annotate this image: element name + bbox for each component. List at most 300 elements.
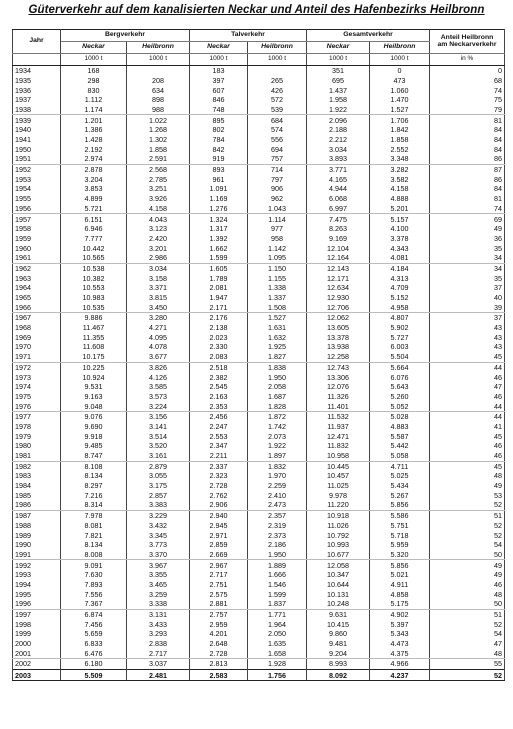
cell-gesamt-neckar: 11.025 — [307, 481, 370, 491]
cell-gesamt-neckar: 9.860 — [307, 629, 370, 639]
cell-berg-heilbronn: 3.123 — [127, 224, 190, 234]
cell-tal-heilbronn: 1.527 — [248, 313, 307, 323]
table-row — [13, 412, 505, 422]
cell-tal-heilbronn: 265 — [248, 76, 307, 86]
cell-gesamt-heilbronn: 6.076 — [370, 372, 430, 382]
cell-gesamt-heilbronn: 1.060 — [370, 85, 430, 95]
table-row — [13, 76, 505, 86]
table-body — [13, 66, 505, 681]
cell-berg-heilbronn: 3.585 — [127, 382, 190, 392]
cell-anteil: 52 — [430, 669, 505, 681]
cell-gesamt-neckar: 10.644 — [307, 580, 370, 590]
cell-tal-heilbronn: 2.373 — [248, 530, 307, 540]
table-row — [13, 66, 505, 76]
cell-anteil: 74 — [430, 204, 505, 214]
table-row — [13, 669, 505, 681]
cell-berg-heilbronn: 3.161 — [127, 451, 190, 461]
table-row — [13, 333, 505, 343]
cell-year: 1955 — [13, 194, 61, 204]
table-row — [13, 589, 505, 599]
cell-berg-neckar: 10.538 — [61, 263, 127, 273]
cell-tal-neckar: 1.276 — [190, 204, 248, 214]
cell-tal-heilbronn: 1.827 — [248, 352, 307, 362]
cell-berg-heilbronn: 634 — [127, 85, 190, 95]
cell-year: 1986 — [13, 500, 61, 510]
table-row — [13, 481, 505, 491]
cell-berg-neckar: 8.008 — [61, 550, 127, 560]
cell-anteil: 46 — [430, 392, 505, 402]
cell-berg-heilbronn: 3.131 — [127, 609, 190, 619]
cell-anteil: 69 — [430, 214, 505, 224]
cell-berg-heilbronn: 3.055 — [127, 471, 190, 481]
cell-berg-heilbronn: 2.717 — [127, 649, 190, 659]
cell-year: 1981 — [13, 451, 61, 461]
subheader-berg-heilbronn: Heilbronn — [127, 42, 190, 54]
cell-tal-neckar: 1.947 — [190, 293, 248, 303]
cell-gesamt-heilbronn: 4.711 — [370, 461, 430, 471]
cell-tal-heilbronn: 556 — [248, 135, 307, 145]
table-row — [13, 243, 505, 253]
cell-anteil: 52 — [430, 530, 505, 540]
cell-year: 1978 — [13, 422, 61, 432]
cell-gesamt-neckar: 7.475 — [307, 214, 370, 224]
cell-tal-neckar: 2.323 — [190, 471, 248, 481]
table-row — [13, 194, 505, 204]
cell-gesamt-heilbronn: 5.586 — [370, 510, 430, 520]
cell-year: 1959 — [13, 234, 61, 244]
cell-year: 1980 — [13, 441, 61, 451]
cell-anteil: 84 — [430, 184, 505, 194]
cell-anteil: 36 — [430, 234, 505, 244]
cell-tal-heilbronn: 1.838 — [248, 362, 307, 372]
cell-tal-neckar: 2.648 — [190, 639, 248, 649]
cell-gesamt-neckar: 11.401 — [307, 401, 370, 411]
cell-berg-neckar: 7.367 — [61, 599, 127, 609]
cell-berg-neckar: 7.456 — [61, 620, 127, 630]
cell-year: 1963 — [13, 273, 61, 283]
cell-gesamt-neckar: 10.918 — [307, 510, 370, 520]
table-row — [13, 164, 505, 174]
cell-tal-heilbronn: 1.970 — [248, 471, 307, 481]
table-row — [13, 422, 505, 432]
cell-gesamt-heilbronn: 5.157 — [370, 214, 430, 224]
cell-anteil: 84 — [430, 125, 505, 135]
cell-berg-neckar: 6.833 — [61, 639, 127, 649]
table-row — [13, 85, 505, 95]
cell-year: 1979 — [13, 431, 61, 441]
cell-year: 1972 — [13, 362, 61, 372]
cell-berg-neckar: 10.535 — [61, 303, 127, 313]
cell-gesamt-neckar: 1.922 — [307, 105, 370, 115]
cell-year: 1991 — [13, 550, 61, 560]
cell-berg-heilbronn: 3.520 — [127, 441, 190, 451]
cell-berg-heilbronn: 3.433 — [127, 620, 190, 630]
cell-gesamt-neckar: 11.532 — [307, 412, 370, 422]
cell-tal-neckar: 842 — [190, 145, 248, 155]
cell-anteil: 79 — [430, 105, 505, 115]
cell-gesamt-neckar: 12.471 — [307, 431, 370, 441]
cell-year: 1973 — [13, 372, 61, 382]
cell-berg-heilbronn: 898 — [127, 95, 190, 105]
cell-gesamt-neckar: 2.188 — [307, 125, 370, 135]
table-row — [13, 342, 505, 352]
cell-gesamt-neckar: 2.212 — [307, 135, 370, 145]
cell-tal-heilbronn: 684 — [248, 115, 307, 125]
unit-jahr — [13, 54, 61, 66]
cell-gesamt-neckar: 1.437 — [307, 85, 370, 95]
cell-tal-heilbronn: 1.742 — [248, 422, 307, 432]
cell-gesamt-neckar: 8.993 — [307, 659, 370, 670]
cell-gesamt-heilbronn: 5.175 — [370, 599, 430, 609]
cell-anteil: 46 — [430, 580, 505, 590]
cell-gesamt-heilbronn: 5.201 — [370, 204, 430, 214]
cell-tal-heilbronn: 797 — [248, 175, 307, 185]
cell-tal-heilbronn: 2.259 — [248, 481, 307, 491]
cell-berg-heilbronn: 3.158 — [127, 273, 190, 283]
cell-gesamt-heilbronn: 5.025 — [370, 471, 430, 481]
cell-gesamt-neckar: 11.832 — [307, 441, 370, 451]
table-row — [13, 175, 505, 185]
cell-gesamt-heilbronn: 4.081 — [370, 253, 430, 263]
cell-gesamt-heilbronn: 1.842 — [370, 125, 430, 135]
table-row — [13, 609, 505, 619]
cell-gesamt-neckar: 13.378 — [307, 333, 370, 343]
cell-year: 1961 — [13, 253, 61, 263]
cell-year: 1935 — [13, 76, 61, 86]
cell-gesamt-heilbronn: 5.587 — [370, 431, 430, 441]
cell-gesamt-neckar: 10.958 — [307, 451, 370, 461]
cell-berg-heilbronn: 2.568 — [127, 164, 190, 174]
cell-berg-heilbronn: 1.268 — [127, 125, 190, 135]
cell-berg-heilbronn: 3.175 — [127, 481, 190, 491]
cell-berg-heilbronn: 3.280 — [127, 313, 190, 323]
table-row — [13, 500, 505, 510]
cell-berg-heilbronn: 3.156 — [127, 412, 190, 422]
cell-gesamt-heilbronn: 5.028 — [370, 412, 430, 422]
cell-gesamt-heilbronn: 6.003 — [370, 342, 430, 352]
table-row — [13, 620, 505, 630]
table-row — [13, 510, 505, 520]
cell-berg-neckar: 9.048 — [61, 401, 127, 411]
cell-gesamt-heilbronn: 5.320 — [370, 550, 430, 560]
cell-tal-neckar: 2.945 — [190, 521, 248, 531]
table-row — [13, 461, 505, 471]
cell-gesamt-heilbronn: 4.375 — [370, 649, 430, 659]
cell-gesamt-heilbronn: 4.911 — [370, 580, 430, 590]
table-row — [13, 105, 505, 115]
cell-year: 1950 — [13, 145, 61, 155]
cell-tal-heilbronn: 1.950 — [248, 550, 307, 560]
cell-tal-neckar: 397 — [190, 76, 248, 86]
cell-tal-heilbronn: 1.632 — [248, 333, 307, 343]
cell-berg-heilbronn: 3.383 — [127, 500, 190, 510]
cell-year: 1990 — [13, 540, 61, 550]
cell-tal-heilbronn: 714 — [248, 164, 307, 174]
cell-berg-neckar: 10.442 — [61, 243, 127, 253]
cell-gesamt-heilbronn: 473 — [370, 76, 430, 86]
cell-anteil: 54 — [430, 629, 505, 639]
cell-gesamt-heilbronn: 1.470 — [370, 95, 430, 105]
cell-gesamt-neckar: 1.958 — [307, 95, 370, 105]
cell-berg-heilbronn: 4.078 — [127, 342, 190, 352]
header-talverkehr: Talverkehr — [190, 30, 307, 42]
cell-tal-heilbronn: 1.666 — [248, 570, 307, 580]
cell-gesamt-heilbronn: 1.527 — [370, 105, 430, 115]
cell-berg-neckar: 168 — [61, 66, 127, 76]
cell-gesamt-heilbronn: 4.100 — [370, 224, 430, 234]
cell-tal-neckar: 2.762 — [190, 491, 248, 501]
cell-gesamt-neckar: 13.605 — [307, 323, 370, 333]
cell-anteil: 53 — [430, 491, 505, 501]
cell-tal-neckar: 919 — [190, 154, 248, 164]
freight-table — [12, 29, 505, 681]
cell-gesamt-neckar: 10.445 — [307, 461, 370, 471]
cell-berg-neckar: 1.174 — [61, 105, 127, 115]
cell-tal-heilbronn: 1.832 — [248, 461, 307, 471]
table-row — [13, 659, 505, 670]
cell-tal-heilbronn: 906 — [248, 184, 307, 194]
cell-berg-neckar: 9.531 — [61, 382, 127, 392]
cell-tal-heilbronn: 1.114 — [248, 214, 307, 224]
cell-year: 1971 — [13, 352, 61, 362]
table-row — [13, 253, 505, 263]
cell-year: 1977 — [13, 412, 61, 422]
cell-tal-neckar: 2.967 — [190, 560, 248, 570]
table-row — [13, 323, 505, 333]
cell-berg-neckar: 8.134 — [61, 471, 127, 481]
cell-year: 1995 — [13, 589, 61, 599]
cell-tal-heilbronn: 977 — [248, 224, 307, 234]
unit-gesamt-heilbronn: 1000 t — [370, 54, 430, 66]
table-row — [13, 441, 505, 451]
cell-tal-neckar: 2.859 — [190, 540, 248, 550]
cell-anteil: 49 — [430, 224, 505, 234]
cell-tal-heilbronn — [248, 66, 307, 76]
cell-berg-heilbronn: 2.481 — [127, 669, 190, 681]
subheader-tal-heilbronn: Heilbronn — [248, 42, 307, 54]
cell-berg-neckar: 5.721 — [61, 204, 127, 214]
cell-gesamt-neckar: 10.677 — [307, 550, 370, 560]
cell-berg-neckar: 8.314 — [61, 500, 127, 510]
cell-year: 1936 — [13, 85, 61, 95]
cell-year: 1969 — [13, 333, 61, 343]
cell-year: 1968 — [13, 323, 61, 333]
table-row — [13, 639, 505, 649]
cell-anteil: 49 — [430, 570, 505, 580]
cell-berg-heilbronn: 1.302 — [127, 135, 190, 145]
cell-tal-neckar: 2.728 — [190, 649, 248, 659]
cell-year: 1965 — [13, 293, 61, 303]
cell-tal-neckar: 2.959 — [190, 620, 248, 630]
cell-tal-heilbronn: 2.073 — [248, 431, 307, 441]
table-row — [13, 540, 505, 550]
cell-anteil: 84 — [430, 145, 505, 155]
cell-berg-neckar: 830 — [61, 85, 127, 95]
cell-anteil: 50 — [430, 599, 505, 609]
cell-year: 1988 — [13, 521, 61, 531]
cell-gesamt-heilbronn: 3.282 — [370, 164, 430, 174]
cell-tal-heilbronn: 1.631 — [248, 323, 307, 333]
table-row — [13, 145, 505, 155]
cell-gesamt-neckar: 9.481 — [307, 639, 370, 649]
cell-tal-neckar: 1.599 — [190, 253, 248, 263]
cell-berg-heilbronn: 3.432 — [127, 521, 190, 531]
header-anteil — [430, 30, 505, 54]
cell-gesamt-heilbronn: 5.643 — [370, 382, 430, 392]
cell-tal-neckar: 1.605 — [190, 263, 248, 273]
cell-gesamt-neckar: 3.771 — [307, 164, 370, 174]
cell-tal-neckar: 2.456 — [190, 412, 248, 422]
cell-berg-neckar: 1.386 — [61, 125, 127, 135]
table-row — [13, 293, 505, 303]
cell-berg-neckar: 8.081 — [61, 521, 127, 531]
cell-anteil: 86 — [430, 175, 505, 185]
table-row — [13, 580, 505, 590]
table-row — [13, 471, 505, 481]
unit-berg-neckar: 1000 t — [61, 54, 127, 66]
cell-anteil: 52 — [430, 620, 505, 630]
cell-tal-heilbronn: 1.599 — [248, 589, 307, 599]
cell-berg-neckar: 11.608 — [61, 342, 127, 352]
cell-year: 1989 — [13, 530, 61, 540]
cell-berg-neckar: 1.112 — [61, 95, 127, 105]
cell-berg-heilbronn: 3.355 — [127, 570, 190, 580]
cell-year: 1952 — [13, 164, 61, 174]
cell-anteil: 84 — [430, 135, 505, 145]
cell-gesamt-heilbronn: 4.709 — [370, 283, 430, 293]
cell-berg-neckar: 1.428 — [61, 135, 127, 145]
cell-gesamt-heilbronn: 3.348 — [370, 154, 430, 164]
cell-anteil: 68 — [430, 76, 505, 86]
cell-tal-heilbronn: 1.508 — [248, 303, 307, 313]
cell-anteil: 35 — [430, 243, 505, 253]
cell-gesamt-neckar: 10.792 — [307, 530, 370, 540]
cell-year: 1934 — [13, 66, 61, 76]
cell-tal-heilbronn: 572 — [248, 95, 307, 105]
unit-anteil: in % — [430, 54, 505, 66]
cell-berg-heilbronn: 3.926 — [127, 194, 190, 204]
cell-berg-heilbronn: 4.043 — [127, 214, 190, 224]
cell-gesamt-neckar: 9.169 — [307, 234, 370, 244]
cell-year: 1958 — [13, 224, 61, 234]
cell-tal-neckar: 784 — [190, 135, 248, 145]
cell-berg-neckar: 4.899 — [61, 194, 127, 204]
cell-anteil: 52 — [430, 500, 505, 510]
header-gesamtverkehr: Gesamtverkehr — [307, 30, 430, 42]
cell-berg-neckar: 8.297 — [61, 481, 127, 491]
cell-gesamt-heilbronn: 4.883 — [370, 422, 430, 432]
cell-tal-neckar: 1.789 — [190, 273, 248, 283]
cell-tal-neckar: 2.382 — [190, 372, 248, 382]
page-title: Güterverkehr auf dem kanalisierten Neckar und Anteil des Hafenbezirks Heilbronn — [28, 4, 485, 16]
unit-tal-neckar: 1000 t — [190, 54, 248, 66]
cell-gesamt-neckar: 12.164 — [307, 253, 370, 263]
cell-anteil: 48 — [430, 471, 505, 481]
cell-gesamt-neckar: 12.258 — [307, 352, 370, 362]
cell-berg-neckar: 5.659 — [61, 629, 127, 639]
cell-berg-heilbronn: 3.141 — [127, 422, 190, 432]
table-row — [13, 521, 505, 531]
cell-berg-heilbronn: 3.345 — [127, 530, 190, 540]
cell-year: 1953 — [13, 175, 61, 185]
cell-tal-heilbronn: 694 — [248, 145, 307, 155]
cell-tal-heilbronn: 1.337 — [248, 293, 307, 303]
cell-berg-heilbronn: 3.259 — [127, 589, 190, 599]
cell-tal-neckar: 846 — [190, 95, 248, 105]
cell-gesamt-neckar: 11.326 — [307, 392, 370, 402]
table-row — [13, 530, 505, 540]
cell-berg-heilbronn: 2.838 — [127, 639, 190, 649]
cell-berg-heilbronn: 4.271 — [127, 323, 190, 333]
cell-berg-heilbronn: 3.201 — [127, 243, 190, 253]
cell-gesamt-neckar: 695 — [307, 76, 370, 86]
cell-gesamt-neckar: 2.096 — [307, 115, 370, 125]
table-row — [13, 224, 505, 234]
cell-berg-neckar: 7.893 — [61, 580, 127, 590]
cell-gesamt-heilbronn: 5.718 — [370, 530, 430, 540]
cell-berg-neckar: 7.556 — [61, 589, 127, 599]
cell-gesamt-heilbronn: 3.582 — [370, 175, 430, 185]
cell-gesamt-heilbronn: 4.184 — [370, 263, 430, 273]
cell-berg-neckar: 8.747 — [61, 451, 127, 461]
cell-gesamt-heilbronn: 0 — [370, 66, 430, 76]
cell-year: 1964 — [13, 283, 61, 293]
cell-gesamt-heilbronn: 4.958 — [370, 303, 430, 313]
cell-tal-neckar: 2.751 — [190, 580, 248, 590]
cell-tal-heilbronn: 1.687 — [248, 392, 307, 402]
cell-anteil: 44 — [430, 412, 505, 422]
cell-gesamt-neckar: 3.893 — [307, 154, 370, 164]
cell-berg-neckar: 6.151 — [61, 214, 127, 224]
cell-berg-heilbronn: 2.986 — [127, 253, 190, 263]
cell-berg-neckar: 7.821 — [61, 530, 127, 540]
cell-anteil: 48 — [430, 589, 505, 599]
cell-year: 2001 — [13, 649, 61, 659]
cell-anteil: 47 — [430, 639, 505, 649]
table-row — [13, 135, 505, 145]
cell-gesamt-neckar: 13.938 — [307, 342, 370, 352]
cell-year: 1974 — [13, 382, 61, 392]
table-row — [13, 184, 505, 194]
cell-tal-heilbronn: 1.142 — [248, 243, 307, 253]
cell-anteil: 37 — [430, 313, 505, 323]
cell-tal-heilbronn: 1.150 — [248, 263, 307, 273]
cell-berg-heilbronn: 3.967 — [127, 560, 190, 570]
cell-year: 1985 — [13, 491, 61, 501]
unit-berg-heilbronn: 1000 t — [127, 54, 190, 66]
cell-berg-neckar: 7.216 — [61, 491, 127, 501]
cell-gesamt-neckar: 12.930 — [307, 293, 370, 303]
cell-gesamt-neckar: 6.068 — [307, 194, 370, 204]
cell-anteil: 34 — [430, 263, 505, 273]
cell-anteil: 46 — [430, 372, 505, 382]
cell-year: 1937 — [13, 95, 61, 105]
cell-tal-neckar: 2.247 — [190, 422, 248, 432]
cell-tal-neckar: 607 — [190, 85, 248, 95]
cell-tal-heilbronn: 574 — [248, 125, 307, 135]
cell-tal-heilbronn: 1.043 — [248, 204, 307, 214]
cell-berg-neckar: 3.853 — [61, 184, 127, 194]
cell-berg-neckar: 8.108 — [61, 461, 127, 471]
cell-anteil: 87 — [430, 164, 505, 174]
cell-tal-heilbronn: 2.410 — [248, 491, 307, 501]
cell-berg-heilbronn: 3.370 — [127, 550, 190, 560]
header-bergverkehr: Bergverkehr — [61, 30, 190, 42]
cell-gesamt-heilbronn: 5.152 — [370, 293, 430, 303]
cell-berg-neckar: 5.509 — [61, 669, 127, 681]
unit-tal-heilbronn: 1000 t — [248, 54, 307, 66]
cell-tal-heilbronn: 1.546 — [248, 580, 307, 590]
